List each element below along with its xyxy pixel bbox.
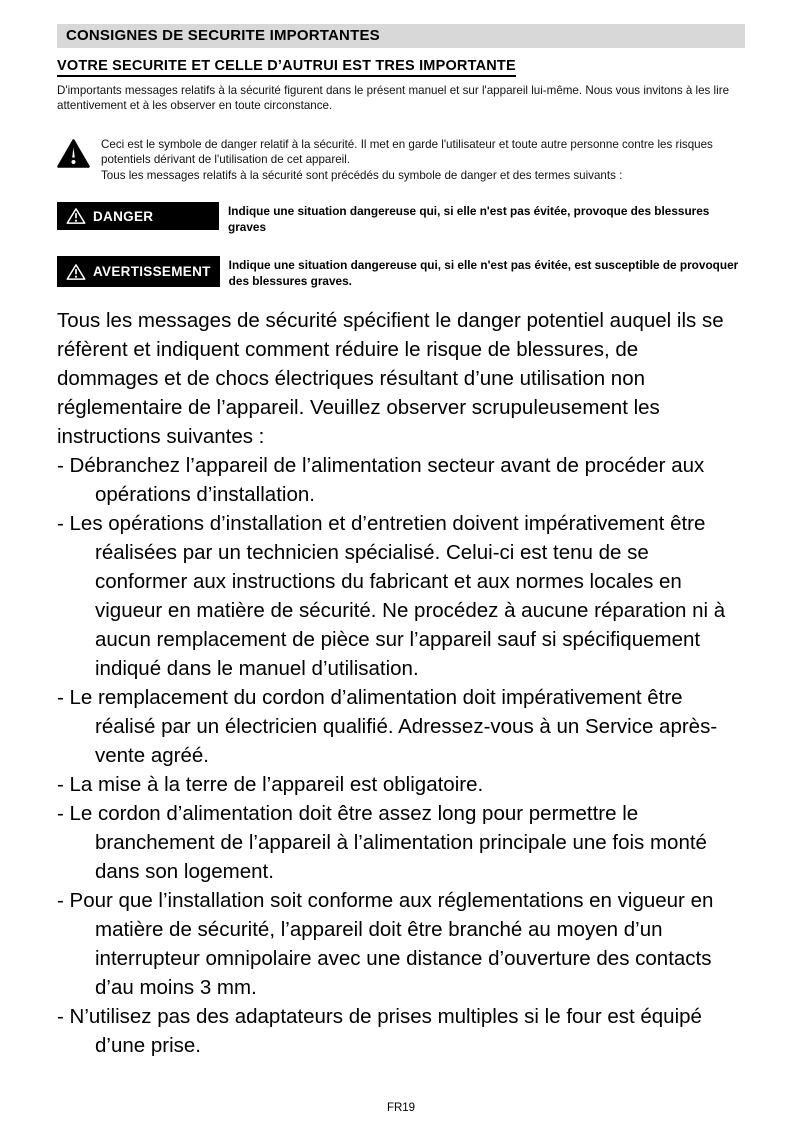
symbol-note: Ceci est le symbole de danger relatif à la sécurité. Il met en garde l'utilisateur et toute autre personne contre les risques potentiels dérivant de l'utilisation de cet appareil. (101, 137, 713, 167)
list-item: - Pour que l’installation soit conforme aux réglementations en vigueur en matière de sécurité, l’appareil doit être branché au moyen d’un interrupteur omnipolaire avec une distance d’ouverture des contacts d’au moins 3 mm. (57, 889, 714, 1000)
danger-symbol-text (101, 137, 745, 183)
danger-badge (57, 202, 219, 230)
section-header-bar (57, 24, 745, 48)
danger-symbol-icon (57, 139, 90, 168)
warning-signal-row (57, 256, 745, 289)
body-intro: Tous les messages de sécurité spécifient le danger potentiel auquel ils se réfèrent et indiquent comment réduire le risque de blessures, de dommages et de chocs électriques résultant d’une utilisation non réglementaire de l’appareil. Veuillez observer scrupuleusement les instructions suivantes : (57, 309, 724, 449)
section-title: CONSIGNES DE SECURITE IMPORTANTES (66, 27, 380, 44)
danger-symbol-block (57, 137, 745, 183)
safety-intro: D'importants messages relatifs à la sécurité figurent dans le présent manuel et sur l'appareil lui-même. Nous vous invitons à les lire attentivement et à les observer en toute circonstance. (57, 84, 730, 113)
list-item: - Les opérations d’installation et d’entretien doivent impérativement être réalisées par un technicien spécialisé. Celui-ci est tenu de se conformer aux instructions du fabricant et aux normes locales en vigueur en matière de sécurité. Ne procédez à aucune réparation ni à aucun remplacement de pièce sur l’appareil sauf si spécifiquement indiqué dans le manuel d’utilisation. (57, 512, 726, 681)
safety-heading: VOTRE SECURITE ET CELLE D’AUTRUI EST TRES IMPORTANTE (57, 58, 516, 77)
danger-label: DANGER (93, 208, 154, 224)
danger-signal-row (57, 202, 745, 235)
warning-label: AVERTISSEMENT (93, 264, 211, 280)
warning-triangle-icon (66, 263, 86, 281)
safety-instructions (57, 306, 745, 1060)
list-item: - Le cordon d’alimentation doit être assez long pour permettre le branchement de l’appareil à l’alimentation principale une fois monté dans son logement. (57, 802, 707, 884)
list-item: - N’utilisez pas des adaptateurs de prises multiples si le four est équipé d’une prise. (57, 1005, 702, 1058)
warning-triangle-icon (66, 207, 86, 225)
symbol-note-2: Tous les messages relatifs à la sécurité sont précédés du symbole de danger et des termes suivants : (101, 168, 623, 182)
list-item: - Le remplacement du cordon d’alimentation doit impérativement être réalisé par un électricien qualifié. Adressez-vous à un Service après-vente agréé. (57, 686, 718, 768)
warning-description: Indique une situation dangereuse qui, si elle n'est pas évitée, est susceptible de provoquer des blessures graves. (228, 258, 739, 288)
list-item: - Débranchez l’appareil de l’alimentation secteur avant de procéder aux opérations d’installation. (57, 454, 705, 507)
page-number: FR19 (386, 1102, 416, 1114)
danger-description: Indique une situation dangereuse qui, si elle n'est pas évitée, provoque des blessures graves (228, 204, 710, 234)
warning-badge (57, 256, 220, 287)
list-item: - La mise à la terre de l’appareil est obligatoire. (57, 773, 484, 797)
